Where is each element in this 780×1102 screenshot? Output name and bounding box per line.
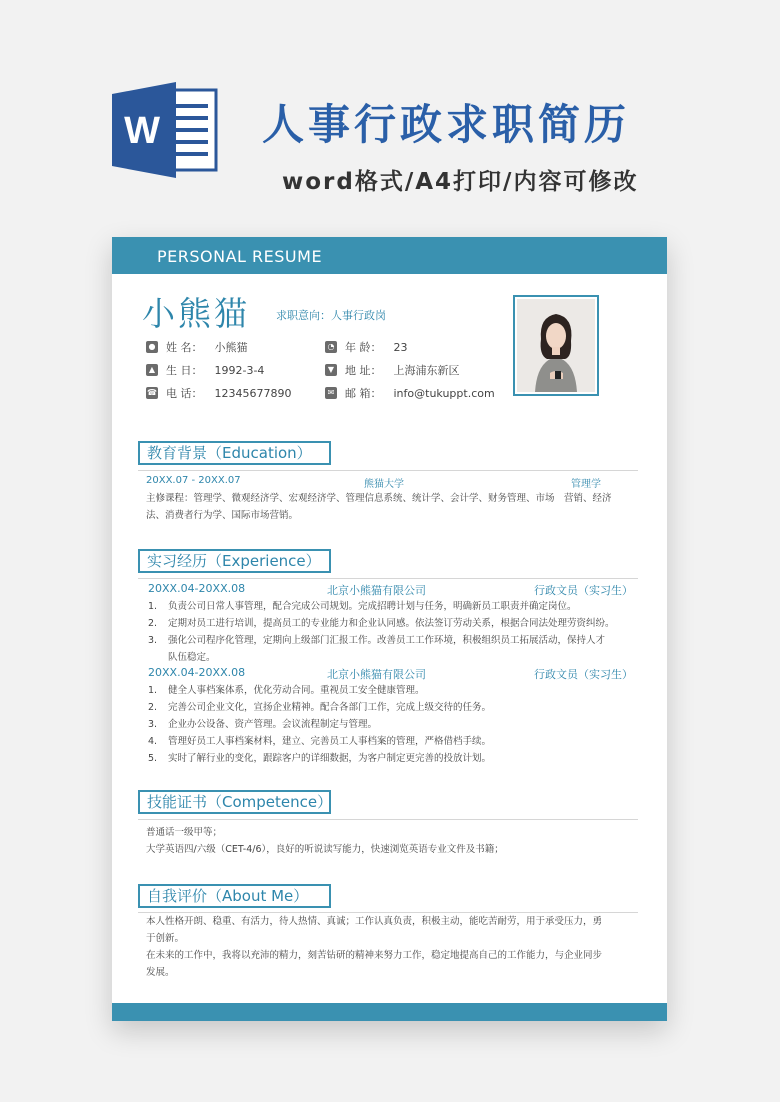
mail-icon: ✉ [325,387,337,399]
about-line1: 本人性格开朗、稳重、有活力，待人热情、真诚；工作认真负责，积极主动，能吃苦耐劳，用于承受压力，勇 [146,916,603,927]
list-item: 3. 强化公司程序化管理，定期向上级部门汇报工作。改善员工工作环境，积极组织员工拓展活动，保持人才 [148,635,606,646]
info-email-value: info@tukuppt.com [393,386,495,400]
skills-section-title: 技能证书（Competence） [138,790,331,814]
education-section-title: 教育背景（Education） [138,441,331,465]
info-phone-label: 电 话： [166,387,203,400]
job-intent: 求职意向：人事行政岗 [276,309,386,322]
about-line3: 在未来的工作中，我将以充沛的精力，刻苦钻研的精神来努力工作，稳定地提高自己的工作能力，与企业同步 [146,950,603,961]
education-courses-line1: 主修课程：管理学、微观经济学、宏观经济学、管理信息系统、统计学、会计学、财务管理、市场 营销、经济 [146,493,612,504]
info-name-row [146,339,248,355]
location-icon: ▼ [325,364,337,376]
about-content [146,913,636,981]
about-section-title: 自我评价（About Me） [138,884,331,908]
user-icon: ● [146,341,158,353]
list-item: 5. 实时了解行业的变化，跟踪客户的详细数据，为客户制定更完善的投放计划。 [148,753,492,764]
info-name-value: 小熊猫 [214,341,248,354]
list-item: 队伍稳定。 [168,652,216,663]
info-address-label: 地 址： [345,364,382,377]
info-phone-value: 12345677890 [214,386,292,400]
education-period: 20XX.07 - 20XX.07 [146,475,241,486]
word-logo-letter: W [124,110,160,152]
education-major: 管理学 [571,479,601,490]
birthday-icon: ▲ [146,364,158,376]
job1-company: 北京小熊猫有限公司 [327,584,426,597]
job1-role: 行政文员（实习生） [534,584,633,597]
about-line4: 发展。 [146,967,175,978]
job1-period: 20XX.04-20XX.08 [148,582,246,595]
education-school: 熊猫大学 [364,479,404,490]
info-age-row [325,339,408,355]
info-email-label: 邮 箱： [345,387,382,400]
promo-title: 人事行政求职简历 [262,100,631,149]
info-address-value: 上海浦东新区 [393,364,460,377]
clock-icon: ◔ [325,341,337,353]
candidate-name: 小熊猫 [142,294,250,333]
about-line2: 于创新。 [146,933,185,944]
list-item: 1. 健全人事档案体系，优化劳动合同。重视员工安全健康管理。 [148,685,425,696]
job1-duties [148,598,632,666]
job2-role: 行政文员（实习生） [534,668,633,681]
info-name-label: 姓 名： [166,341,203,354]
info-birth-label: 生 日： [166,364,203,377]
experience-divider [138,578,638,579]
list-item: 4. 管理好员工人事档案材料，建立、完善员工人事档案的管理，严格借档手续。 [148,736,492,747]
job2-company: 北京小熊猫有限公司 [327,668,426,681]
skills-line2: 大学英语四/六级（CET-4/6），良好的听说读写能力，快速浏览英语专业文件及书籍； [146,844,504,855]
info-age-value: 23 [393,340,408,354]
list-item: 3. 企业办公设备、资产管理。会议流程制定与管理。 [148,719,378,730]
education-courses-line2: 法、消费者行为学、国际市场营销。 [146,510,299,521]
info-email-row [325,385,495,401]
info-age-label: 年 龄： [345,341,382,354]
job2-period: 20XX.04-20XX.08 [148,666,246,679]
skills-line1: 普通话一级甲等； [146,827,223,838]
phone-icon: ☎ [147,388,157,397]
skills-content [146,824,636,858]
resume-banner [112,237,667,274]
experience-section-title: 实习经历（Experience） [138,549,331,573]
education-courses [146,490,636,524]
job2-duties [148,682,632,767]
skills-divider [138,819,638,820]
list-item: 1. 负责公司日常人事管理，配合完成公司规划。完成招聘计划与任务，明确新员工职责并确定岗位。 [148,601,577,612]
info-birth-row [146,362,264,378]
person-photo-icon [517,299,595,392]
promo-subtitle: word格式/A4打印/内容可修改 [282,169,639,195]
info-phone-row [146,385,291,401]
info-birth-value: 1992-3-4 [214,363,265,377]
info-address-row [325,362,460,378]
resume-footer-bar [112,1003,667,1021]
education-divider [138,470,638,471]
list-item: 2. 完善公司企业文化，宣扬企业精神。配合各部门工作，完成上级交待的任务。 [148,702,492,713]
profile-photo [513,295,599,396]
word-logo-icon [112,80,220,180]
resume-page [112,237,667,1021]
list-item: 2. 定期对员工进行培训，提高员工的专业能力和企业认同感。依法签订劳动关系，根据合同法处理劳资纠纷。 [148,618,615,629]
banner-text: PERSONAL RESUME [157,247,323,266]
